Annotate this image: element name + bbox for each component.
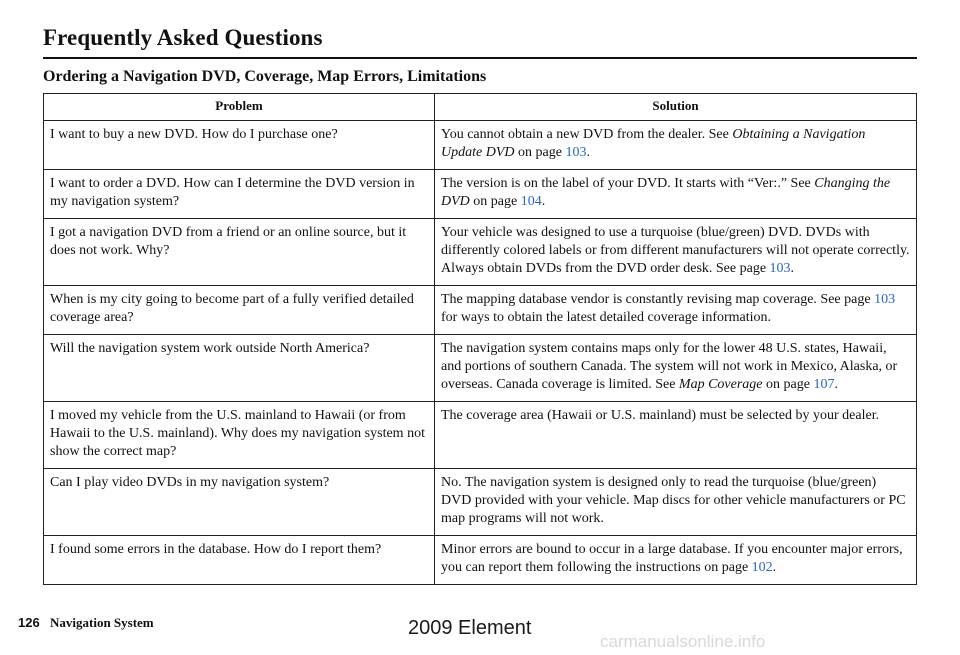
page-link[interactable]: 103	[874, 292, 896, 307]
solution-text: The version is on the label of your DVD. It starts with “Ver:.” See	[441, 176, 815, 191]
table-row	[44, 170, 917, 219]
solution-text: The coverage area (Hawaii or U.S. mainland) must be selected by your dealer.	[441, 408, 880, 423]
problem-cell: When is my city going to become part of a fully verified detailed coverage area?	[44, 286, 435, 335]
footer-label: Navigation System	[50, 615, 154, 630]
solution-column-header: Solution	[435, 94, 917, 121]
page-number: 126	[18, 615, 40, 630]
problem-cell: I want to order a DVD. How can I determine the DVD version in my navigation system?	[44, 170, 435, 219]
problem-cell: I moved my vehicle from the U.S. mainland to Hawaii (or from Hawaii to the U.S. mainland). Why does my navigation system not show the correct map?	[44, 402, 435, 469]
solution-cell	[435, 335, 917, 402]
cross-reference-title: Changing the DVD	[441, 176, 891, 209]
solution-cell	[435, 121, 917, 170]
faq-table	[43, 93, 917, 585]
page-link[interactable]: 102	[751, 560, 773, 575]
solution-cell	[435, 219, 917, 286]
watermark-model: 2009 Element	[408, 617, 532, 639]
solution-text: on page	[514, 145, 566, 160]
page-link[interactable]: 107	[813, 377, 835, 392]
problem-cell: I found some errors in the database. How do I report them?	[44, 536, 435, 585]
cross-reference-title: Map Coverage	[678, 377, 763, 392]
solution-cell	[435, 286, 917, 335]
solution-text: for ways to obtain the latest detailed coverage information.	[441, 310, 772, 325]
solution-text: .	[586, 145, 590, 160]
table-row	[44, 469, 917, 536]
page-link[interactable]: 103	[565, 145, 587, 160]
table-row	[44, 219, 917, 286]
solution-cell	[435, 469, 917, 536]
solution-text: Your vehicle was designed to use a turquoise (blue/green) DVD. DVDs with differently colored labels or from different manufacturers will not operate correctly. Always obtain DVDs from the DVD order desk. See page	[441, 225, 910, 276]
table-row	[44, 121, 917, 170]
table-header-row	[44, 94, 917, 121]
cross-reference-title: Obtaining a Navigation Update DVD	[441, 127, 866, 160]
solution-text: on page	[469, 194, 521, 209]
solution-cell	[435, 402, 917, 469]
solution-text: on page	[762, 377, 814, 392]
page-link[interactable]: 103	[769, 261, 791, 276]
solution-text: You cannot obtain a new DVD from the dealer. See	[441, 127, 733, 142]
table-row	[44, 286, 917, 335]
solution-text: .	[834, 377, 838, 392]
problem-cell: Will the navigation system work outside North America?	[44, 335, 435, 402]
problem-cell: Can I play video DVDs in my navigation system?	[44, 469, 435, 536]
solution-text: No. The navigation system is designed only to read the turquoise (blue/green) DVD provided with your vehicle. Map discs for other vehicle manufacturers or PC map programs will not work.	[441, 475, 906, 526]
solution-text: .	[541, 194, 546, 209]
problem-cell: I want to buy a new DVD. How do I purchase one?	[44, 121, 435, 170]
page-title: Frequently Asked Questions	[43, 25, 323, 50]
solution-cell	[435, 170, 917, 219]
solution-text: .	[772, 560, 777, 575]
faq-table-body	[44, 121, 917, 585]
table-row	[44, 536, 917, 585]
solution-cell	[435, 536, 917, 585]
table-row	[44, 402, 917, 469]
solution-text: .	[790, 261, 795, 276]
solution-text: The mapping database vendor is constantly revising map coverage. See page	[441, 292, 875, 307]
problem-cell: I got a navigation DVD from a friend or an online source, but it does not work. Why?	[44, 219, 435, 286]
title-divider	[43, 57, 917, 59]
page-link[interactable]: 104	[520, 194, 542, 209]
table-row	[44, 335, 917, 402]
solution-text: The navigation system contains maps only for the lower 48 U.S. states, Hawaii, and portions of southern Canada. The system will not work in Mexico, Alaska, or overseas. Canada coverage is limited. See	[441, 341, 898, 392]
solution-text: Minor errors are bound to occur in a large database. If you encounter major errors, you can report them following the instructions on page	[441, 542, 903, 575]
problem-column-header: Problem	[44, 94, 435, 121]
section-heading: Ordering a Navigation DVD, Coverage, Map Errors, Limitations	[43, 68, 487, 85]
watermark-site: carmanualsonline.info	[600, 632, 766, 651]
